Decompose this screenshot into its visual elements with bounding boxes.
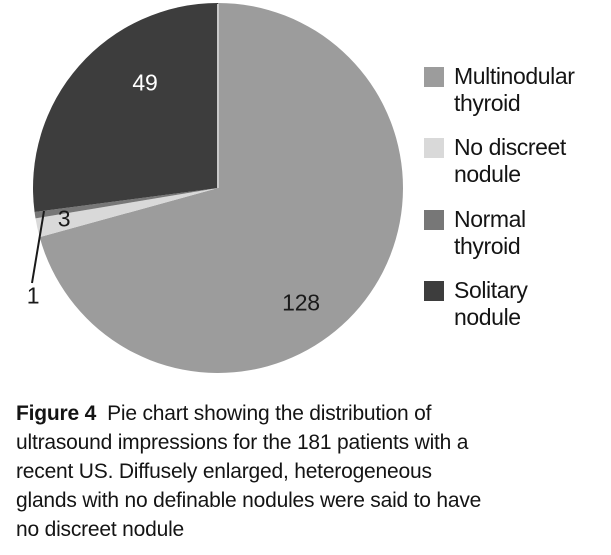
legend-swatch-normal-thyroid — [424, 210, 444, 230]
legend — [424, 0, 610, 392]
slice-value-solitary-nodule: 49 — [132, 69, 158, 96]
legend-label-no-discreet-nodule — [454, 134, 566, 188]
legend-label-line: Solitary — [454, 277, 528, 303]
legend-swatch-multinodular-thyroid — [424, 67, 444, 87]
legend-label-multinodular-thyroid — [454, 63, 575, 117]
legend-label-line: No discreet — [454, 134, 566, 160]
legend-label-line: nodule — [454, 161, 521, 187]
legend-label-line: thyroid — [454, 90, 521, 116]
figure-label: Figure 4 — [16, 402, 97, 425]
legend-item-multinodular-thyroid — [424, 63, 575, 117]
slice-value-normal-thyroid: 1 — [26, 282, 40, 309]
legend-label-line: Multinodular — [454, 63, 575, 89]
caption-text: Pie chart showing the distribution of — [107, 402, 432, 425]
figure-caption — [16, 399, 604, 544]
legend-label-line: nodule — [454, 304, 521, 330]
caption-line: recent US. Diffusely enlarged, heterogeneous — [16, 460, 432, 483]
legend-item-normal-thyroid — [424, 206, 526, 260]
legend-item-no-discreet-nodule — [424, 134, 566, 188]
legend-label-normal-thyroid — [454, 206, 526, 260]
caption-line: ultrasound impressions for the 181 patients with a — [16, 431, 469, 454]
caption-line: no discreet nodule — [16, 518, 185, 541]
slice-value-multinodular: 128 — [282, 289, 320, 316]
pie-slice-solitary-nodule — [33, 3, 218, 212]
legend-label-line: thyroid — [454, 233, 521, 259]
slice-value-no-discreet-nodule: 3 — [57, 205, 71, 232]
legend-item-solitary-nodule — [424, 277, 528, 331]
legend-label-solitary-nodule — [454, 277, 528, 331]
legend-swatch-no-discreet-nodule — [424, 138, 444, 158]
caption-line — [16, 399, 604, 428]
legend-swatch-solitary-nodule — [424, 281, 444, 301]
caption-line: glands with no definable nodules were said to have — [16, 489, 482, 512]
legend-label-line: Normal — [454, 206, 526, 232]
